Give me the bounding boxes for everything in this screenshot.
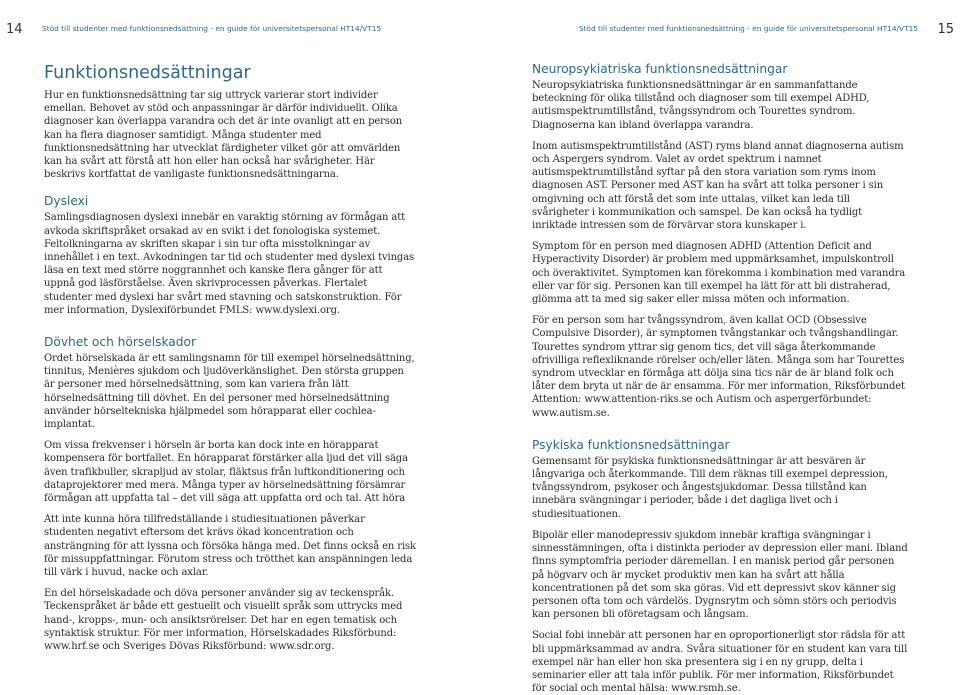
paragraph-psyk-1: Gemensamt för psykiska funktionsnedsättningar är att besvären är långvariga och återkommande. Till dem räknas till exempel depression, tvångssyndrom, psykoser och ångestsjukdomar. Dessa tillstånd kan innebära svängningar i perioder, både i det dagliga livet och i studiesituationen. (532, 455, 888, 520)
heading-dovhet: Dövhet och hörselskador (44, 335, 196, 350)
paragraph-npf-3: Symptom för en person med diagnosen ADHD (Attention Deficit and Hyperactivity Disorder) är problem med uppmärksamhet, impulskontroll och överaktivitet. Symptomen kan förekomma i kombination med varandra eller var för sig. Personen kan till exempel ha lätt för att bli distraherad, glömma att ta med sig saker eller missa möten och information. (532, 241, 906, 306)
paragraph-dyslexi: Samlingsdiagnosen dyslexi innebär en varaktig störning av förmågan att avkoda skriftspråket orsakad av en svikt i det fonologiska systemet. Feltolkningarna av skriften skapar i sin tur ofta misstolkningar av innehållet i en text. Avkodningen tar tid och studenter med dyslexi tvingas läsa en text med större noggrannhet och kanske flera gånger för att uppnå god läsförståelse. Även skrivprocessen påverkas. Flertalet studenter med dyslexi har svårt med stavning och satskonstruktion. För mer information, Dyslexiförbundet FMLS: www.dyslexi.org. (44, 212, 415, 316)
right-column (532, 62, 908, 695)
paragraph-dovhet-3: Att inte kunna höra tillfredställande i studiesituationen påverkar studenten negativt eftersom det krävs ökad koncentration och ansträngning för att lyssna och försöka hänga med. Det finns också en risk för missuppfattningar. Förutom stress och trötthet kan anspänningen leda till värk i huvud, nacke och axlar. (44, 514, 416, 579)
paragraph-psyk-2: Bipolär eller manodepressiv sjukdom innebär kraftiga svängningar i sinnesstämningen, ofta i distinkta perioder av depression eller mani. Ibland finns symptomfria perioder däremellan. I en manisk period går personen på högvarv och är mycket produktiv men kan ha svårt att hålla koncentrationen på det som ska göras. Vid ett depressivt skov känner sig personen ofta tom och värdelös. Dygnsrytm och sömn störs och periodvis kan personen bli oföretagsam och långsam. (532, 529, 908, 621)
left-page (0, 0, 480, 652)
paragraph-npf-4: För en person som har tvångssyndrom, även kallat OCD (Obsessive Compulsive Disorder), är symptomen tvångstankar och tvångshandlingar. Tourettes syndrom yttrar sig genom tics, det vill säga återkommande ofrivilliga reflexliknande rörelser och/eller läten. Många som har Tourettes syndrom utvecklar en förmåga att dölja sina tics när de är bland folk och låter dem bryta ut när de är ensamma. För mer information, Riksförbundet Attention: www.attention-riks.se och Autism och aspergerförbundet: www.autism.se. (532, 315, 905, 419)
running-head-left: Stöd till studenter med funktionsnedsättning - en guide för universitetspersonal HT14/VT15 (42, 24, 382, 33)
paragraph-dovhet-1: Ordet hörselskada är ett samlingsnamn för till exempel hörselnedsättning, tinnitus, Menières sjukdom och ljudöverkänslighet. Den största gruppen är personer med hörselnedsättning, som kan variera från lätt hörselnedsättning till dövhet. En del personer med hörselnedsättning använder hörseltekniska hjälpmedel som hörapparat eller cochlea-implantat. (44, 353, 415, 431)
paragraph-npf-1: Neuropsykiatriska funktionsnedsättningar är en sammanfattande beteckning för olika tillstånd och diagnoser som till exempel ADHD, autismspektrumtillstånd, tvångssyndrom och Tourettes syndrom. Diagnoserna kan ibland överlappa varandra. (532, 80, 870, 131)
link-hrf[interactable]: www.hrf.se (44, 641, 100, 653)
link-sdr[interactable]: www.sdr.org (269, 641, 332, 653)
link-attention[interactable]: www.attention-riks.se (584, 394, 693, 406)
paragraph-npf-2: Inom autismspektrumtillstånd (AST) ryms bland annat diagnoserna autism och Aspergers syndrom. Valet av ordet spektrum i namnet autismspektrumtillstånd syftar på den stora variation som ryms inom diagnosen AST. Personer med AST kan ha svårt att tolka personer i sin omgivning och att förstå det som inte uttalas, vilket kan leda till svårigheter i kommunikation och samspel. De kan också ha tydligt inriktade intressen som de förvärvar stora kunskaper i. (532, 140, 904, 232)
heading-dyslexi: Dyslexi (44, 194, 89, 209)
right-page (480, 0, 960, 695)
heading-psyk: Psykiska funktionsnedsättningar (532, 437, 730, 452)
link-dyslexi[interactable]: www.dyslexi.org (255, 304, 337, 316)
paragraph-dovhet-4: En del hörselskadade och döva personer använder sig av teckenspråk. Teckenspråket är både ett gestuellt och visuellt språk som uttrycks med hand-, kropps-, mun- och ansiktsrörelser. Det har en egen tematisk och syntaktisk struktur. För mer information, Hörselskadades Riksförbund: www.hrf.se och Sveriges Dövas Riksförbund: www.sdr.org. (44, 588, 403, 653)
page-number-left: 14 (6, 22, 23, 37)
left-column (44, 62, 416, 653)
page-number-right: 15 (937, 22, 954, 37)
paragraph-dovhet-2: Om vissa frekvenser i hörseln är borta kan dock inte en hörapparat kompensera för bortfallet. En hörapparat förstärker alla ljud det vill säga även trafikbuller, skrapljud av stolar, fläktsus från luftkonditionering och dataprojektorer med mera. Många typer av hörselnedsättning försämrar förmågan att uppfatta tal – det vill säga att uppfatta ord och tal. Att höra (44, 440, 408, 505)
link-rsmh[interactable]: www.rsmh.se (671, 683, 738, 695)
heading-npf: Neuropsykiatriska funktionsnedsättningar (532, 62, 788, 76)
intro-paragraph: Hur en funktionsnedsättning tar sig uttryck varierar stort individer emellan. Behovet av stöd och anpassningar är därför individuellt. Olika diagnoser kan överlappa varandra och det är inte ovanligt att en person kan ha flera diagnoser samtidigt. Många studenter med funktionsnedsättning har utvecklat färdigheter vilket gör att omvärlden kan ha svårt att förstå att hon eller han också har svårigheter. Här beskrivs kortfattat de vanligaste funktionsnedsättningarna. (44, 90, 403, 181)
link-autism[interactable]: www.autism.se (532, 407, 607, 419)
running-head-right: Stöd till studenter med funktionsnedsättning - en guide för universitetspersonal HT14/VT15 (578, 24, 918, 33)
paragraph-psyk-3: Social fobi innebär att personen har en oproportionerligt stor rädsla för att bli uppmärksammad av andra. Svåra situationer för en student kan vara till exempel när han eller hon ska presentera sig i en ny grupp, delta i seminarier eller att tala inför publik. För mer information, Riksförbundet för social och mental hälsa: www.rsmh.se. (532, 630, 908, 695)
page-title: Funktionsnedsättningar (44, 63, 251, 83)
